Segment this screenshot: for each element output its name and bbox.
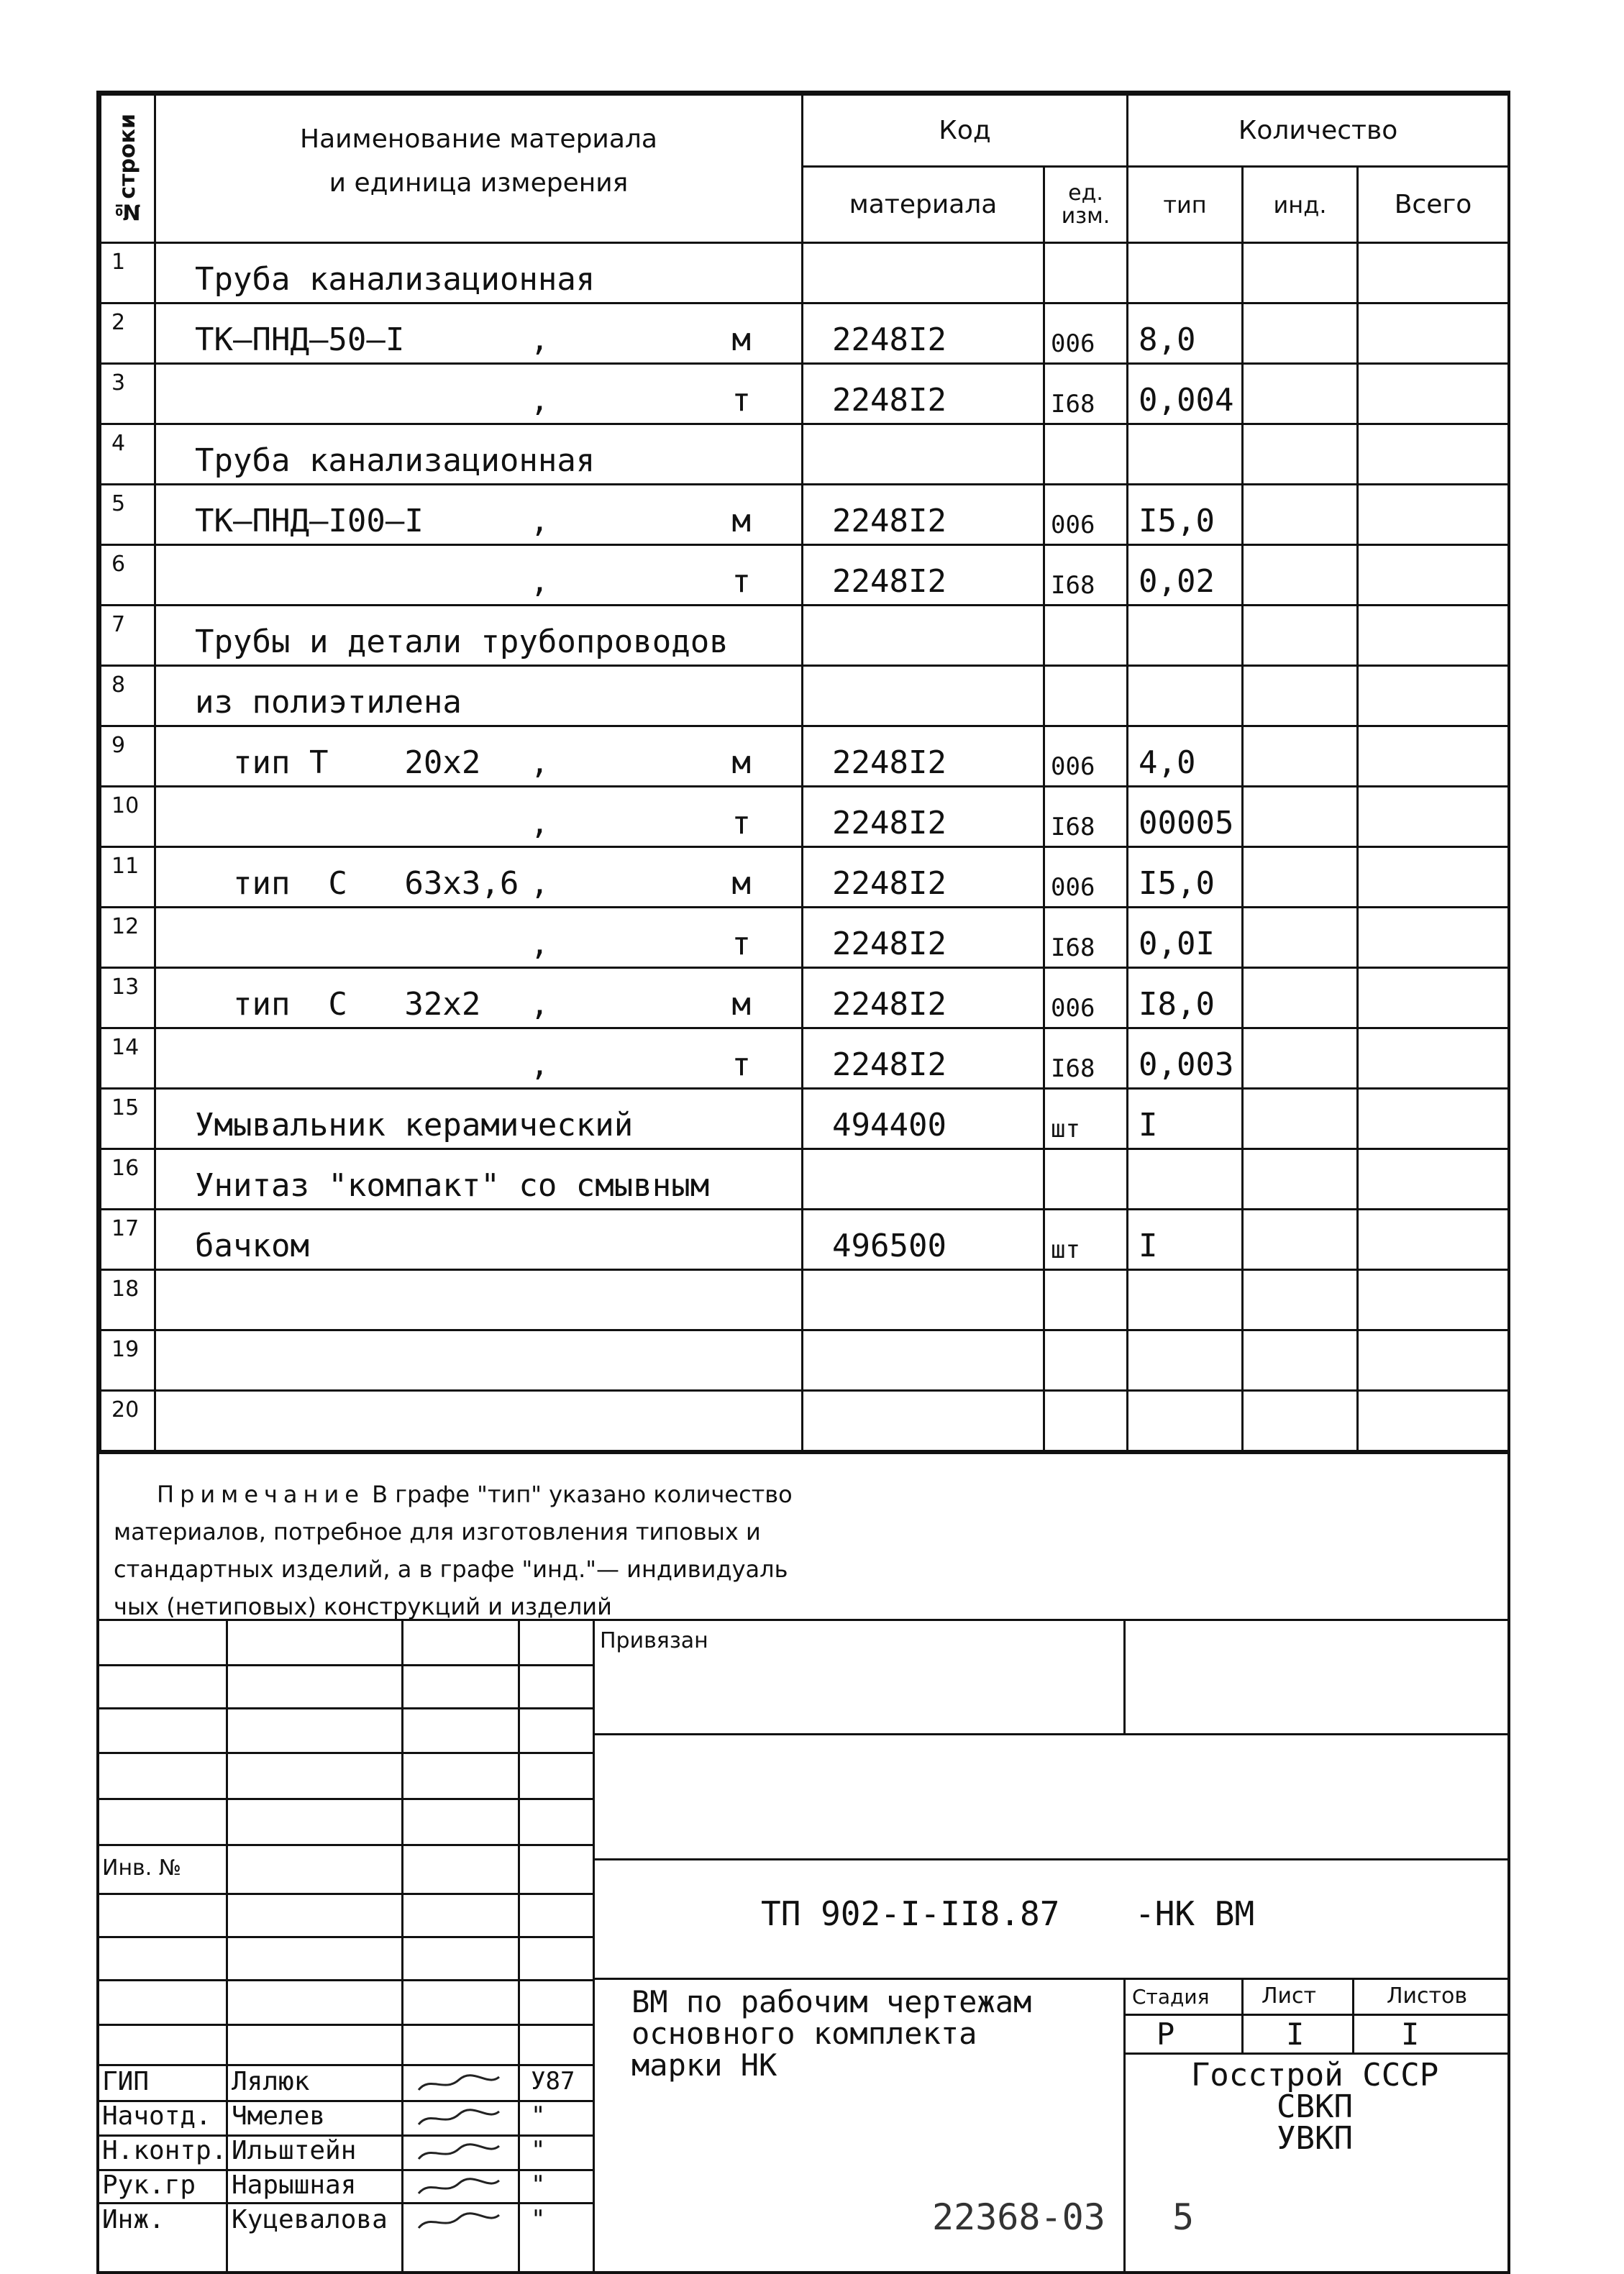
row-number: 16 (101, 1149, 155, 1210)
quantity-ind (1243, 1391, 1358, 1451)
material-name: ТК–ПНД–50–I (195, 321, 405, 358)
quantity-type: I8,0 (1128, 968, 1243, 1028)
quantity-ind (1243, 1330, 1358, 1391)
unit-code (1044, 1391, 1128, 1451)
quantity-ind (1243, 968, 1358, 1028)
sheet-value: I (1286, 2017, 1305, 2052)
quantity-ind (1243, 1210, 1358, 1270)
table-row (101, 606, 1509, 666)
material-name-cell (155, 787, 803, 847)
table-row (101, 1391, 1509, 1451)
quantity-type: 8,0 (1128, 303, 1243, 364)
material-name-cell (155, 606, 803, 666)
table-row (101, 847, 1509, 908)
material-name-cell (155, 908, 803, 968)
material-name-cell (155, 1028, 803, 1089)
quantity-ind (1243, 908, 1358, 968)
quantity-ind (1243, 243, 1358, 303)
table-row (101, 1270, 1509, 1330)
table-row (101, 968, 1509, 1028)
page-number: 5 (1172, 2196, 1195, 2238)
quantity-type (1128, 1270, 1243, 1330)
material-code: 2248I2 (803, 968, 1044, 1028)
quantity-total (1358, 1210, 1509, 1270)
material-code: 2248I2 (803, 787, 1044, 847)
unit-code: 006 (1044, 847, 1128, 908)
material-name-cell (155, 1210, 803, 1270)
header-type: тип (1128, 167, 1243, 243)
quantity-total (1358, 1330, 1509, 1391)
material-name-cell (155, 1391, 803, 1451)
note-line3: стандартных изделий, а в графе "инд."— индивидуаль (114, 1556, 788, 1583)
table-row (101, 908, 1509, 968)
material-code (803, 666, 1044, 726)
signer-name: Ильштейн (232, 2136, 357, 2165)
material-code: 2248I2 (803, 364, 1044, 424)
row-number: 12 (101, 908, 155, 968)
material-code (803, 243, 1044, 303)
material-code (803, 606, 1044, 666)
signer-role: Начотд. (102, 2101, 211, 2131)
quantity-total (1358, 424, 1509, 485)
note-line1: В графе "тип" указано количество (372, 1481, 793, 1508)
name-comma: , (530, 805, 549, 841)
signer-name: Куцевалова (232, 2205, 388, 2234)
table-row (101, 364, 1509, 424)
quantity-ind (1243, 1028, 1358, 1089)
quantity-total (1358, 847, 1509, 908)
material-code (803, 1270, 1044, 1330)
material-name-cell (155, 303, 803, 364)
quantity-total (1358, 1391, 1509, 1451)
material-name-cell (155, 968, 803, 1028)
header-quantity: Количество (1128, 95, 1509, 167)
material-name-cell (155, 485, 803, 545)
unit-code: 006 (1044, 303, 1128, 364)
quantity-ind (1243, 726, 1358, 787)
signer-role: Инж. (102, 2205, 165, 2234)
unit-code: I68 (1044, 908, 1128, 968)
header-total: Всего (1358, 167, 1509, 243)
note-line4: чых (нетиповых) конструкций и изделий (114, 1593, 612, 1620)
organization: Госстрой СССР СВКП УВКП (1190, 2057, 1439, 2157)
unit-code: I68 (1044, 364, 1128, 424)
quantity-ind (1243, 485, 1358, 545)
signer-role: ГИП (102, 2067, 150, 2096)
header-code: Код (803, 95, 1128, 167)
material-name-cell (155, 424, 803, 485)
signature (416, 2073, 502, 2094)
sheets-label: Листов (1387, 1983, 1468, 2009)
quantity-type (1128, 1149, 1243, 1210)
table-row (101, 1028, 1509, 1089)
row-number: 10 (101, 787, 155, 847)
row-number: 14 (101, 1028, 155, 1089)
signature-date: " (531, 2205, 546, 2234)
table-row (101, 1330, 1509, 1391)
unit-code: I68 (1044, 545, 1128, 606)
unit-of-measure: м (731, 865, 751, 902)
table-row (101, 303, 1509, 364)
material-name-cell (155, 364, 803, 424)
signer-name: Нарышная (232, 2170, 357, 2200)
name-comma: , (530, 503, 549, 539)
unit-of-measure: м (731, 744, 751, 781)
quantity-total (1358, 908, 1509, 968)
quantity-type (1128, 1330, 1243, 1391)
signer-name: Лялюк (232, 2067, 310, 2096)
name-comma: , (530, 986, 549, 1023)
material-name-cell (155, 1330, 803, 1391)
quantity-type: 0,004 (1128, 364, 1243, 424)
material-name-cell (155, 666, 803, 726)
quantity-total (1358, 1270, 1509, 1330)
material-name-cell (155, 243, 803, 303)
document-title: ВМ по рабочим чертежам основного комплекта марки НК (631, 1984, 1032, 2083)
unit-of-measure: т (731, 563, 751, 600)
material-name-cell (155, 1089, 803, 1149)
unit-of-measure: т (731, 1046, 751, 1083)
table-row (101, 1149, 1509, 1210)
unit-code (1044, 243, 1128, 303)
material-table (99, 93, 1510, 1452)
unit-code (1044, 1270, 1128, 1330)
unit-of-measure: м (731, 986, 751, 1023)
quantity-type: 0,003 (1128, 1028, 1243, 1089)
quantity-ind (1243, 606, 1358, 666)
material-name: Умывальник керамический (195, 1107, 634, 1143)
signature (416, 2176, 502, 2198)
quantity-total (1358, 364, 1509, 424)
material-code: 2248I2 (803, 1028, 1044, 1089)
name-comma: , (530, 1046, 549, 1083)
row-number: 1 (101, 243, 155, 303)
unit-code: 006 (1044, 968, 1128, 1028)
note-block (99, 1452, 1507, 1619)
name-comma: , (530, 865, 549, 902)
quantity-total (1358, 485, 1509, 545)
quantity-type: 0,0I (1128, 908, 1243, 968)
quantity-ind (1243, 1089, 1358, 1149)
material-code: 2248I2 (803, 545, 1044, 606)
quantity-type: 00005 (1128, 787, 1243, 847)
title-block (99, 1619, 1507, 2271)
row-number: 4 (101, 424, 155, 485)
row-number: 19 (101, 1330, 155, 1391)
material-code (803, 1391, 1044, 1451)
quantity-ind (1243, 303, 1358, 364)
unit-code: шт (1044, 1089, 1128, 1149)
signature-date: " (531, 2101, 546, 2130)
sheet-label: Лист (1262, 1983, 1317, 2009)
table-row (101, 1210, 1509, 1270)
unit-of-measure: т (731, 926, 751, 962)
signature (416, 2211, 502, 2232)
quantity-type: 4,0 (1128, 726, 1243, 787)
material-name: бачком (195, 1228, 309, 1264)
quantity-total (1358, 666, 1509, 726)
table-row (101, 666, 1509, 726)
unit-code: I68 (1044, 1028, 1128, 1089)
signer-role: Н.контр. (102, 2136, 227, 2165)
table-row (101, 787, 1509, 847)
signature-date: У87 (531, 2067, 575, 2096)
material-code (803, 1149, 1044, 1210)
material-name: из полиэтилена (195, 684, 462, 721)
header-ind: инд. (1243, 167, 1358, 243)
row-number: 8 (101, 666, 155, 726)
note-line2: материалов, потребное для изготовления типовых и (114, 1518, 761, 1545)
signer-name: Чмелев (232, 2101, 326, 2131)
material-name: Унитаз "компакт" со смывным (195, 1167, 710, 1204)
row-number: 15 (101, 1089, 155, 1149)
quantity-type (1128, 424, 1243, 485)
row-number: 17 (101, 1210, 155, 1270)
inventory-label: Инв. № (102, 1855, 182, 1881)
material-name-cell (155, 847, 803, 908)
unit-of-measure: т (731, 382, 751, 419)
quantity-total (1358, 1028, 1509, 1089)
quantity-total (1358, 1149, 1509, 1210)
quantity-ind (1243, 1270, 1358, 1330)
signature-date: " (531, 2170, 546, 2199)
quantity-type (1128, 666, 1243, 726)
material-name: Труба канализационная (195, 261, 596, 298)
quantity-total (1358, 726, 1509, 787)
quantity-total (1358, 243, 1509, 303)
material-name-cell (155, 545, 803, 606)
quantity-total (1358, 787, 1509, 847)
material-code: 2248I2 (803, 908, 1044, 968)
row-number: 11 (101, 847, 155, 908)
quantity-total (1358, 968, 1509, 1028)
quantity-ind (1243, 545, 1358, 606)
row-number: 18 (101, 1270, 155, 1330)
table-row (101, 243, 1509, 303)
quantity-ind (1243, 364, 1358, 424)
material-name: Труба канализационная (195, 442, 596, 479)
material-name-cell (155, 726, 803, 787)
row-number: 7 (101, 606, 155, 666)
table-row (101, 485, 1509, 545)
row-number: 13 (101, 968, 155, 1028)
material-name: ТК–ПНД–I00–I (195, 503, 424, 539)
signature-date: " (531, 2136, 546, 2165)
signature (416, 2107, 502, 2129)
sheets-value: I (1401, 2017, 1420, 2052)
quantity-type (1128, 243, 1243, 303)
material-code (803, 424, 1044, 485)
name-comma: , (530, 321, 549, 358)
table-row (101, 545, 1509, 606)
quantity-type: I (1128, 1210, 1243, 1270)
quantity-ind (1243, 1149, 1358, 1210)
material-name: тип С 63х3,6 (195, 865, 519, 902)
quantity-total (1358, 303, 1509, 364)
quantity-type: I5,0 (1128, 485, 1243, 545)
unit-code (1044, 606, 1128, 666)
signer-role: Рук.гр (102, 2170, 196, 2200)
quantity-ind (1243, 424, 1358, 485)
header-name: Наименование материала и единица измерения (155, 95, 803, 243)
unit-code: I68 (1044, 787, 1128, 847)
row-number: 2 (101, 303, 155, 364)
name-comma: , (530, 382, 549, 419)
unit-code (1044, 1149, 1128, 1210)
quantity-ind (1243, 666, 1358, 726)
table-row (101, 726, 1509, 787)
material-code: 494400 (803, 1089, 1044, 1149)
table-row (101, 1089, 1509, 1149)
material-code: 2248I2 (803, 726, 1044, 787)
quantity-type: I5,0 (1128, 847, 1243, 908)
document-code: ТП 902-I-II8.87 (761, 1894, 1060, 1933)
material-code: 2248I2 (803, 485, 1044, 545)
quantity-type (1128, 606, 1243, 666)
material-name: тип С 32х2 (195, 986, 481, 1023)
material-name-cell (155, 1149, 803, 1210)
quantity-total (1358, 545, 1509, 606)
unit-code (1044, 666, 1128, 726)
row-number: 9 (101, 726, 155, 787)
quantity-total (1358, 606, 1509, 666)
unit-of-measure: т (731, 805, 751, 841)
quantity-type: I (1128, 1089, 1243, 1149)
unit-code: 006 (1044, 485, 1128, 545)
name-comma: , (530, 744, 549, 781)
unit-of-measure: м (731, 503, 751, 539)
unit-code: 006 (1044, 726, 1128, 787)
bound-label: Привязан (600, 1628, 708, 1653)
quantity-type (1128, 1391, 1243, 1451)
stage-value: Р (1157, 2017, 1175, 2052)
name-comma: , (530, 563, 549, 600)
name-comma: , (530, 926, 549, 962)
note-title: Примечание (157, 1481, 365, 1508)
unit-code (1044, 424, 1128, 485)
material-code: 2248I2 (803, 847, 1044, 908)
material-name: тип Т 20х2 (195, 744, 481, 781)
row-number: 20 (101, 1391, 155, 1451)
document-mark: -НК ВМ (1135, 1894, 1255, 1933)
header-material: материала (803, 167, 1044, 243)
unit-of-measure: м (731, 321, 751, 358)
row-number: 3 (101, 364, 155, 424)
material-name: Трубы и детали трубопроводов (195, 624, 729, 660)
material-code: 2248I2 (803, 303, 1044, 364)
quantity-type: 0,02 (1128, 545, 1243, 606)
header-row-no: №строки (101, 95, 155, 243)
quantity-ind (1243, 787, 1358, 847)
row-number: 5 (101, 485, 155, 545)
table-row (101, 424, 1509, 485)
quantity-ind (1243, 847, 1358, 908)
specification-sheet (96, 91, 1510, 2274)
header-unit: ед. изм. (1044, 167, 1128, 243)
material-code: 496500 (803, 1210, 1044, 1270)
material-code (803, 1330, 1044, 1391)
row-number: 6 (101, 545, 155, 606)
unit-code (1044, 1330, 1128, 1391)
quantity-total (1358, 1089, 1509, 1149)
unit-code: шт (1044, 1210, 1128, 1270)
signature (416, 2142, 502, 2163)
material-name-cell (155, 1270, 803, 1330)
archive-number: 22368-03 (932, 2196, 1105, 2238)
stage-label: Стадия (1132, 1985, 1210, 2009)
